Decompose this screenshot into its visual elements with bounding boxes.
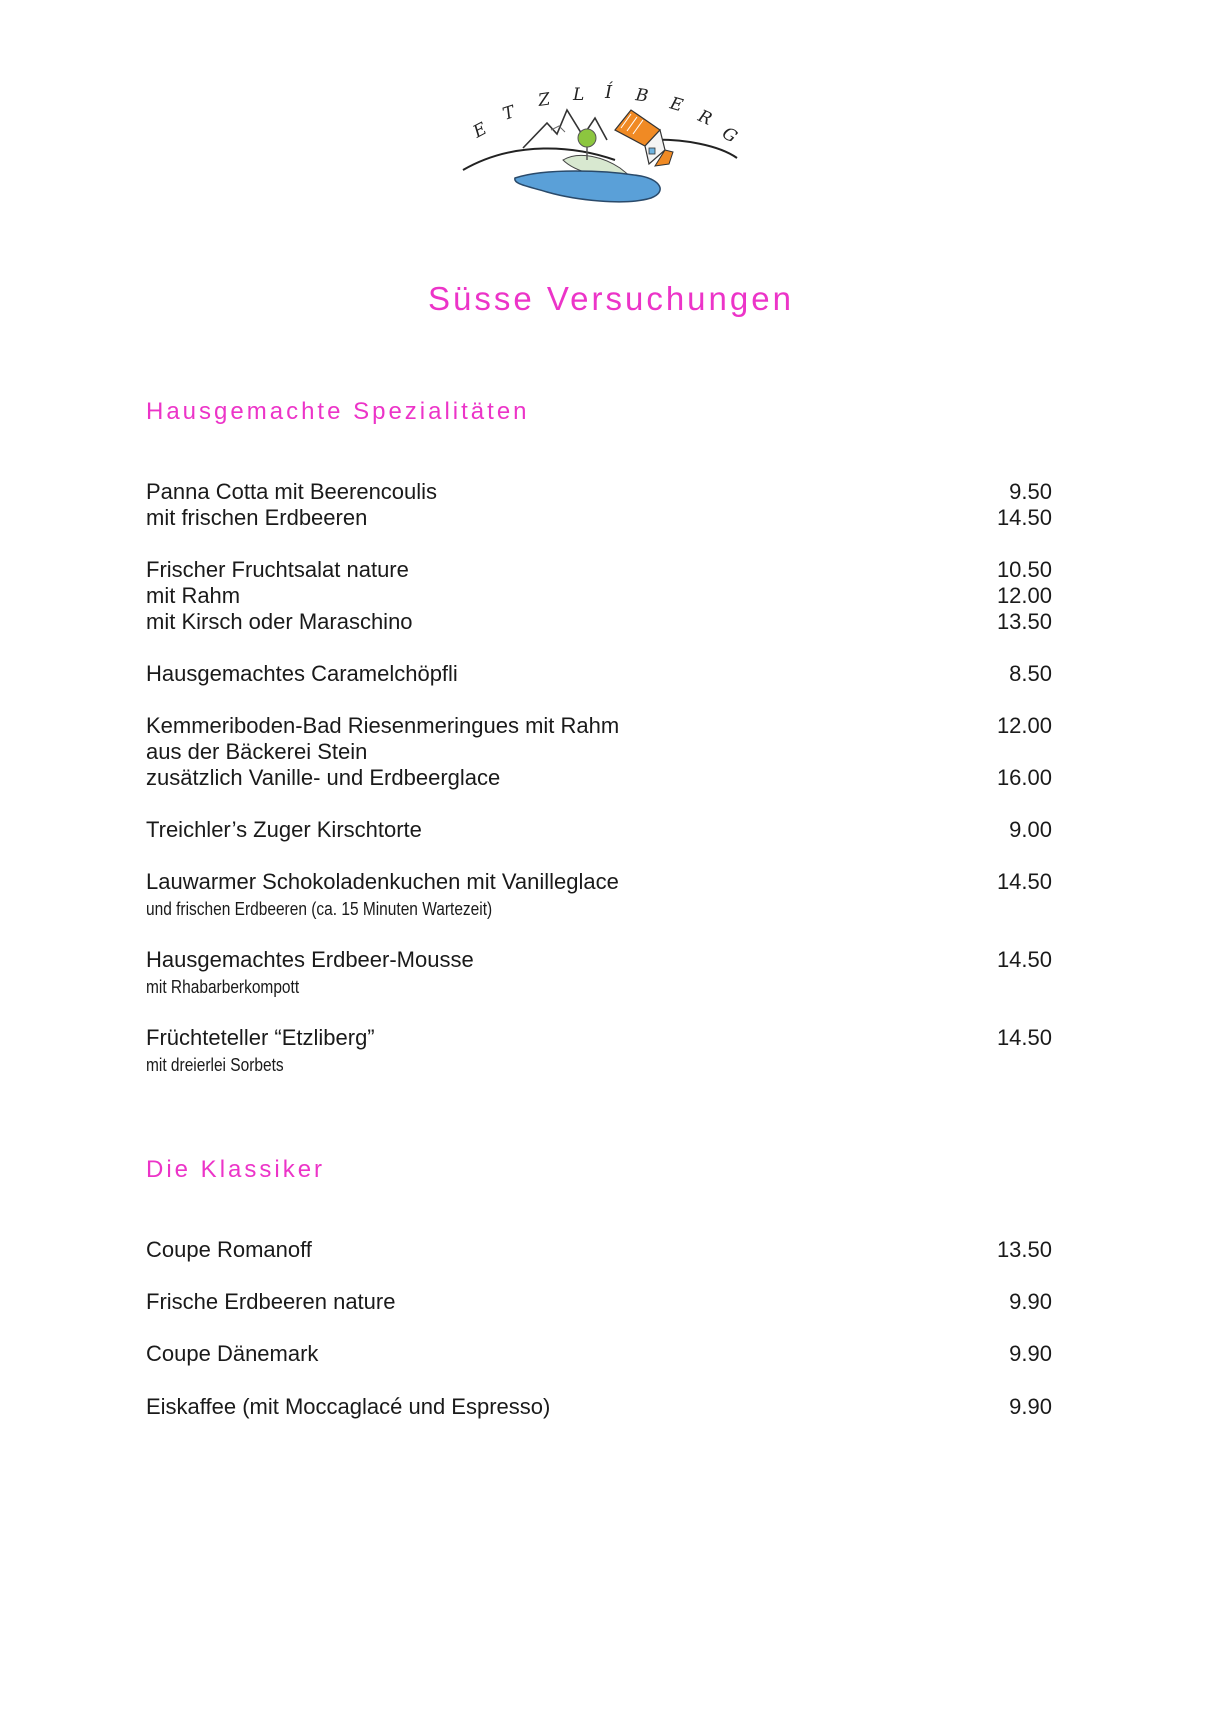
item-name: Lauwarmer Schokoladenkuchen mit Vanilleglace (146, 869, 619, 894)
menu-line (146, 556, 1052, 584)
menu-line (146, 1340, 1052, 1368)
item-name: mit Kirsch oder Maraschino (146, 609, 413, 634)
menu-line (146, 868, 1052, 896)
section-heading: Die Klassiker (146, 1156, 326, 1183)
menu-line (146, 504, 1052, 532)
item-name: Panna Cotta mit Beerencoulis (146, 479, 438, 504)
item-name: mit frischen Erdbeeren (146, 505, 368, 530)
menu-line (146, 946, 1052, 974)
menu-line (146, 712, 1052, 740)
menu-line (146, 1024, 1052, 1052)
item-name: Frische Erdbeeren nature (146, 1289, 396, 1314)
svg-text:E: E (667, 93, 686, 117)
item-price: 14.50 (996, 869, 1052, 894)
page-title: Süsse Versuchungen (428, 280, 794, 317)
item-price: 9.00 (1009, 817, 1052, 842)
item-price: 12.00 (996, 583, 1052, 608)
section-heading: Hausgemachte Spezialitäten (146, 398, 530, 425)
item-name: Coupe Dänemark (146, 1341, 319, 1366)
item-price: 9.90 (1009, 1394, 1052, 1419)
item-name: Kemmeriboden-Bad Riesenmeringues mit Rahm (146, 713, 620, 738)
menu-line (146, 608, 1052, 636)
item-price: 16.00 (996, 765, 1052, 790)
svg-text:G: G (718, 123, 741, 148)
svg-text:B: B (634, 85, 650, 107)
item-price: 10.50 (996, 557, 1052, 582)
svg-text:Z: Z (536, 89, 552, 111)
item-price: 13.50 (996, 609, 1052, 634)
item-name: aus der Bäckerei Stein (146, 739, 368, 764)
item-name: Hausgemachtes Erdbeer-Mousse (146, 947, 474, 972)
menu-line (146, 816, 1052, 844)
item-name: Hausgemachtes Caramelchöpfli (146, 661, 458, 686)
menu-line (146, 1236, 1052, 1264)
item-note: mit dreierlei Sorbets (146, 1055, 284, 1075)
item-name: Frischer Fruchtsalat nature (146, 557, 409, 582)
item-price: 14.50 (996, 947, 1052, 972)
item-price: 9.90 (1009, 1341, 1052, 1366)
menu-line (146, 738, 1052, 766)
svg-text:T: T (500, 102, 518, 125)
menu-line (146, 1288, 1052, 1316)
item-price: 14.50 (996, 505, 1052, 530)
item-price: 14.50 (996, 1025, 1052, 1050)
svg-text:E: E (469, 118, 491, 143)
menu-line (146, 1393, 1052, 1421)
item-price: 12.00 (996, 713, 1052, 738)
svg-text:L: L (573, 85, 585, 105)
menu-line (146, 660, 1052, 688)
item-name: Eiskaffee (mit Moccaglacé und Espresso) (146, 1394, 551, 1419)
item-note: mit Rhabarberkompott (146, 977, 300, 997)
svg-text:Í: Í (605, 82, 613, 103)
item-name: Früchteteller “Etzliberg” (146, 1025, 375, 1050)
svg-text:R: R (694, 106, 715, 130)
restaurant-logo (455, 68, 775, 218)
menu-line (146, 582, 1052, 610)
item-price: 8.50 (1009, 661, 1052, 686)
item-name: Treichler’s Zuger Kirschtorte (146, 817, 422, 842)
logo-illustration (455, 68, 775, 218)
item-price: 9.90 (1009, 1289, 1052, 1314)
item-name: zusätzlich Vanille- und Erdbeerglace (146, 765, 501, 790)
item-name: Coupe Romanoff (146, 1237, 312, 1262)
item-note: und frischen Erdbeeren (ca. 15 Minuten Wartezeit) (146, 899, 493, 919)
menu-line (146, 764, 1052, 792)
menu-line (146, 478, 1052, 506)
item-name: mit Rahm (146, 583, 241, 608)
item-price: 9.50 (1009, 479, 1052, 504)
item-price: 13.50 (996, 1237, 1052, 1262)
